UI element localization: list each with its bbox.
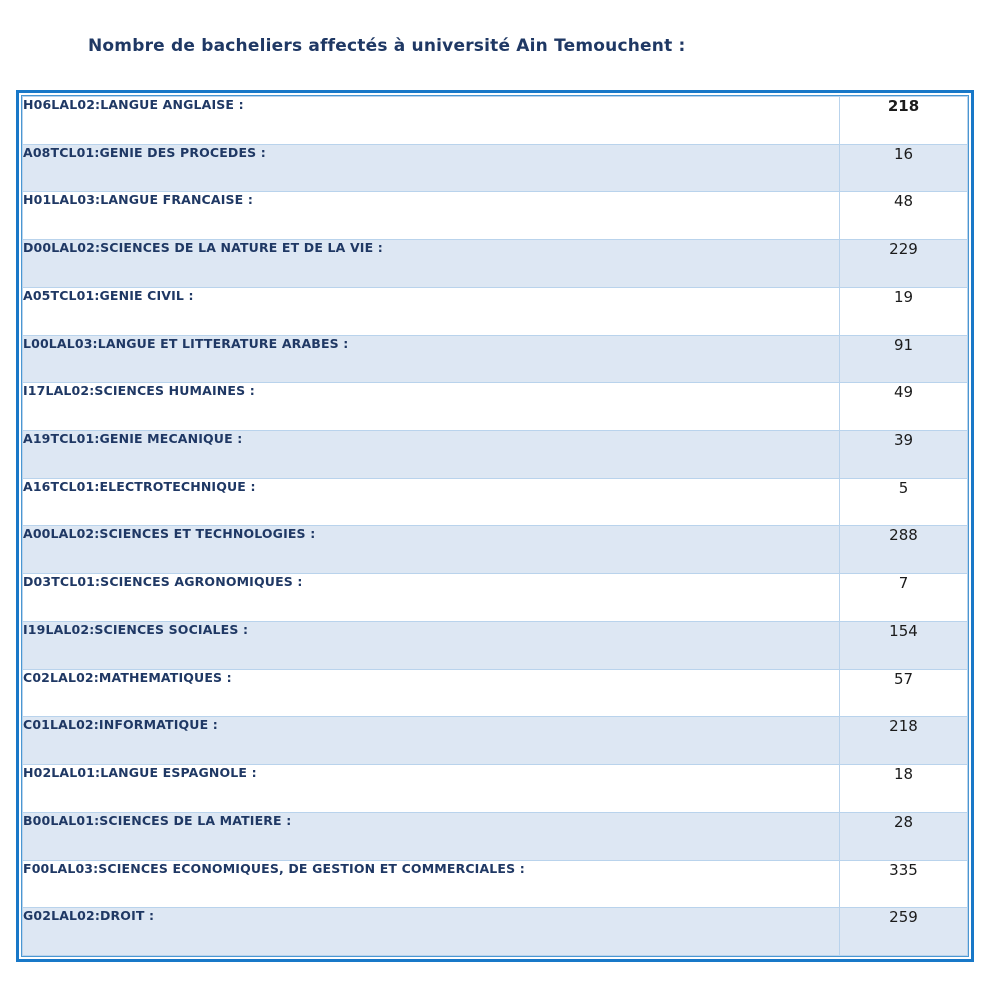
table-row <box>23 192 968 240</box>
table-cell-label: A16TCL01:ELECTROTECHNIQUE : <box>23 478 840 526</box>
table-cell-label: D00LAL02:SCIENCES DE LA NATURE ET DE LA VIE : <box>23 240 840 288</box>
table-cell-value: 259 <box>840 908 968 956</box>
table-row <box>23 431 968 479</box>
table-row <box>23 765 968 813</box>
table-row <box>23 669 968 717</box>
table-cell-label: H02LAL01:LANGUE ESPAGNOLE : <box>23 765 840 813</box>
table-cell-label: G02LAL02:DROIT : <box>23 908 840 956</box>
table-row <box>23 574 968 622</box>
table-row <box>23 717 968 765</box>
table-cell-value: 288 <box>840 526 968 574</box>
table-cell-label: H01LAL03:LANGUE FRANCAISE : <box>23 192 840 240</box>
table-cell-value: 39 <box>840 431 968 479</box>
results-table-frame <box>16 90 974 962</box>
table-row <box>23 526 968 574</box>
table-cell-value: 229 <box>840 240 968 288</box>
table-cell-value: 7 <box>840 574 968 622</box>
table-row <box>23 97 968 145</box>
table-cell-label: C02LAL02:MATHEMATIQUES : <box>23 669 840 717</box>
table-cell-label: I19LAL02:SCIENCES SOCIALES : <box>23 621 840 669</box>
table-cell-label: F00LAL03:SCIENCES ECONOMIQUES, DE GESTION ET COMMERCIALES : <box>23 860 840 908</box>
table-cell-label: C01LAL02:INFORMATIQUE : <box>23 717 840 765</box>
table-cell-label: B00LAL01:SCIENCES DE LA MATIERE : <box>23 812 840 860</box>
table-cell-label: A19TCL01:GENIE MECANIQUE : <box>23 431 840 479</box>
table-row <box>23 240 968 288</box>
bacheliers-table <box>22 96 968 956</box>
table-cell-value: 57 <box>840 669 968 717</box>
table-body <box>23 97 968 956</box>
table-cell-label: A00LAL02:SCIENCES ET TECHNOLOGIES : <box>23 526 840 574</box>
table-cell-value: 28 <box>840 812 968 860</box>
table-cell-value: 154 <box>840 621 968 669</box>
table-cell-value: 16 <box>840 144 968 192</box>
table-cell-value: 218 <box>840 97 968 145</box>
table-row <box>23 144 968 192</box>
table-cell-label: A05TCL01:GENIE CIVIL : <box>23 287 840 335</box>
table-cell-value: 91 <box>840 335 968 383</box>
table-cell-label: I17LAL02:SCIENCES HUMAINES : <box>23 383 840 431</box>
results-table-frame-inner <box>21 95 969 957</box>
table-cell-label: A08TCL01:GENIE DES PROCEDES : <box>23 144 840 192</box>
table-row <box>23 621 968 669</box>
table-row <box>23 860 968 908</box>
table-row <box>23 478 968 526</box>
table-row <box>23 812 968 860</box>
table-cell-value: 19 <box>840 287 968 335</box>
table-cell-value: 49 <box>840 383 968 431</box>
table-cell-value: 218 <box>840 717 968 765</box>
table-cell-value: 5 <box>840 478 968 526</box>
table-row <box>23 383 968 431</box>
table-row <box>23 287 968 335</box>
table-cell-value: 48 <box>840 192 968 240</box>
table-cell-label: D03TCL01:SCIENCES AGRONOMIQUES : <box>23 574 840 622</box>
table-cell-value: 18 <box>840 765 968 813</box>
table-row <box>23 335 968 383</box>
table-row <box>23 908 968 956</box>
page-title: Nombre de bacheliers affectés à université Ain Temouchent : <box>88 36 686 56</box>
table-cell-label: H06LAL02:LANGUE ANGLAISE : <box>23 97 840 145</box>
table-cell-value: 335 <box>840 860 968 908</box>
table-cell-label: L00LAL03:LANGUE ET LITTERATURE ARABES : <box>23 335 840 383</box>
